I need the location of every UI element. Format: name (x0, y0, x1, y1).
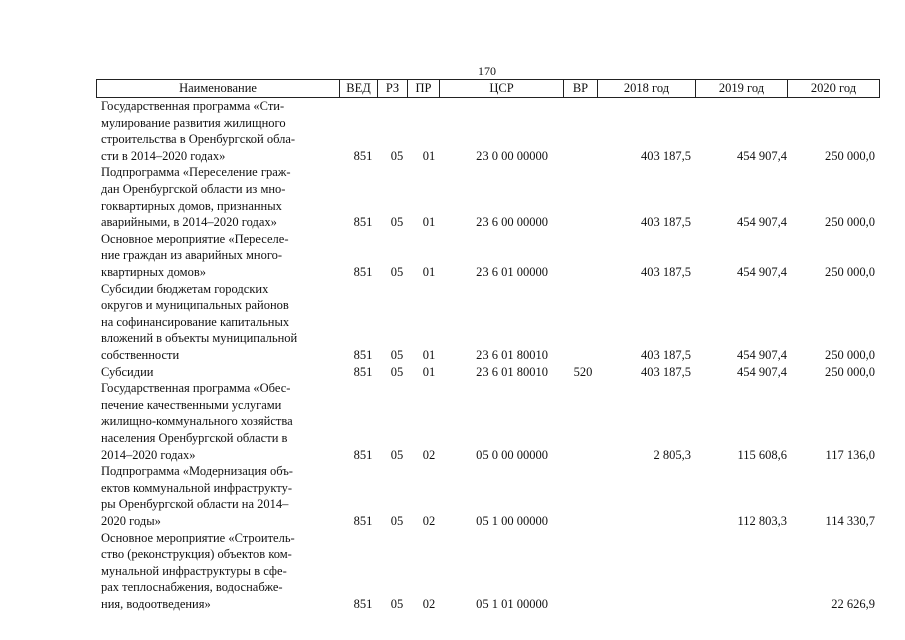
cell-ved: 851 (353, 447, 373, 462)
cell-2018: 403 187,5 (641, 347, 691, 362)
table-header (96, 79, 880, 98)
row-name: Основное мероприятие «Переселе- ние граждан из аварийных много- квартирных домов» (101, 231, 289, 279)
cell-ved: 851 (353, 364, 373, 379)
cell-2019: 454 907,4 (737, 264, 787, 279)
cell-2018: 403 187,5 (641, 148, 691, 163)
cell-vr: 520 (573, 364, 593, 379)
cell-csr: 05 0 00 00000 (476, 447, 548, 462)
cell-2018: 403 187,5 (641, 215, 691, 230)
cell-csr: 23 6 01 80010 (476, 347, 548, 362)
cell-pr: 01 (422, 264, 436, 279)
row-name: Основное мероприятие «Строитель- ство (реконструкция) объектов ком- мунальной инфраструктуры в сфе- рах теплоснабжения, водоснабже- ния, водоотведения» (101, 530, 295, 611)
cell-2020: 250 000,0 (825, 148, 875, 163)
cell-2019: 115 608,6 (737, 447, 787, 462)
cell-ved: 851 (353, 264, 373, 279)
cell-2018: 2 805,3 (653, 447, 691, 462)
table-row (0, 530, 905, 613)
cell-2020: 114 330,7 (825, 513, 875, 528)
cell-ved: 851 (353, 596, 373, 611)
cell-rz: 05 (390, 215, 404, 230)
column-header-2018: 2018 год (597, 80, 695, 97)
cell-pr: 01 (422, 364, 436, 379)
column-header-ved: ВЕД (339, 80, 377, 97)
cell-rz: 05 (390, 596, 404, 611)
cell-ved: 851 (353, 513, 373, 528)
cell-csr: 23 0 00 00000 (476, 148, 548, 163)
table-body (0, 98, 905, 613)
cell-csr: 23 6 00 00000 (476, 215, 548, 230)
cell-2020: 250 000,0 (825, 215, 875, 230)
cell-pr: 01 (422, 148, 436, 163)
row-name: Подпрограмма «Переселение граж- дан Оренбургской области из мно- гоквартирных домов, признанных аварийными, в 2014–2020 годах» (101, 165, 291, 230)
cell-csr: 23 6 01 80010 (476, 364, 548, 379)
cell-2020: 250 000,0 (825, 347, 875, 362)
cell-pr: 02 (422, 596, 436, 611)
cell-2020: 22 626,9 (831, 596, 875, 611)
cell-rz: 05 (390, 364, 404, 379)
row-name: Государственная программа «Сти- мулирование развития жилищного строительства в Оренбургской обла- сти в 2014–2020 годах» (101, 99, 296, 163)
column-header-name: Наименование (96, 80, 339, 97)
cell-2020: 117 136,0 (825, 447, 875, 462)
cell-csr: 05 1 00 00000 (476, 513, 548, 528)
cell-pr: 01 (422, 215, 436, 230)
cell-rz: 05 (390, 513, 404, 528)
cell-2019: 454 907,4 (737, 148, 787, 163)
column-header-2019: 2019 год (695, 80, 787, 97)
row-name: Государственная программа «Обес- печение качественными услугами жилищно-коммунального хозяйства населения Оренбургской области в 2014–2020 годах» (101, 381, 293, 462)
cell-rz: 05 (390, 447, 404, 462)
cell-2020: 250 000,0 (825, 364, 875, 379)
column-header-2020: 2020 год (787, 80, 880, 97)
cell-2020: 250 000,0 (825, 264, 875, 279)
page-number: 170 (478, 64, 496, 78)
cell-pr: 02 (422, 447, 436, 462)
cell-rz: 05 (390, 148, 404, 163)
column-header-pr: ПР (407, 80, 439, 97)
column-header-rz: РЗ (377, 80, 407, 97)
cell-ved: 851 (353, 347, 373, 362)
cell-2018: 403 187,5 (641, 364, 691, 379)
column-header-vr: ВР (563, 80, 597, 97)
table-row (0, 231, 905, 281)
table-row (0, 380, 905, 463)
row-name: Субсидии бюджетам городских округов и муниципальных районов на софинансирование капитальных вложений в объекты муниципальной собственности (101, 281, 298, 362)
cell-pr: 02 (422, 513, 436, 528)
cell-csr: 05 1 01 00000 (476, 596, 548, 611)
table-row (0, 164, 905, 230)
cell-2019: 454 907,4 (737, 347, 787, 362)
cell-ved: 851 (353, 215, 373, 230)
cell-2018: 403 187,5 (641, 264, 691, 279)
cell-csr: 23 6 01 00000 (476, 264, 548, 279)
cell-2019: 454 907,4 (737, 364, 787, 379)
cell-rz: 05 (390, 264, 404, 279)
table-row (0, 98, 905, 164)
column-header-csr: ЦСР (439, 80, 563, 97)
table-row (0, 463, 905, 529)
cell-2019: 112 803,3 (737, 513, 787, 528)
row-name: Субсидии (101, 364, 154, 379)
table-row (0, 364, 905, 381)
table-row (0, 281, 905, 364)
cell-2019: 454 907,4 (737, 215, 787, 230)
cell-rz: 05 (390, 347, 404, 362)
cell-ved: 851 (353, 148, 373, 163)
row-name: Подпрограмма «Модернизация объ- ектов коммунальной инфраструкту- ры Оренбургской области на 2014– 2020 годы» (101, 464, 293, 528)
cell-pr: 01 (422, 347, 436, 362)
